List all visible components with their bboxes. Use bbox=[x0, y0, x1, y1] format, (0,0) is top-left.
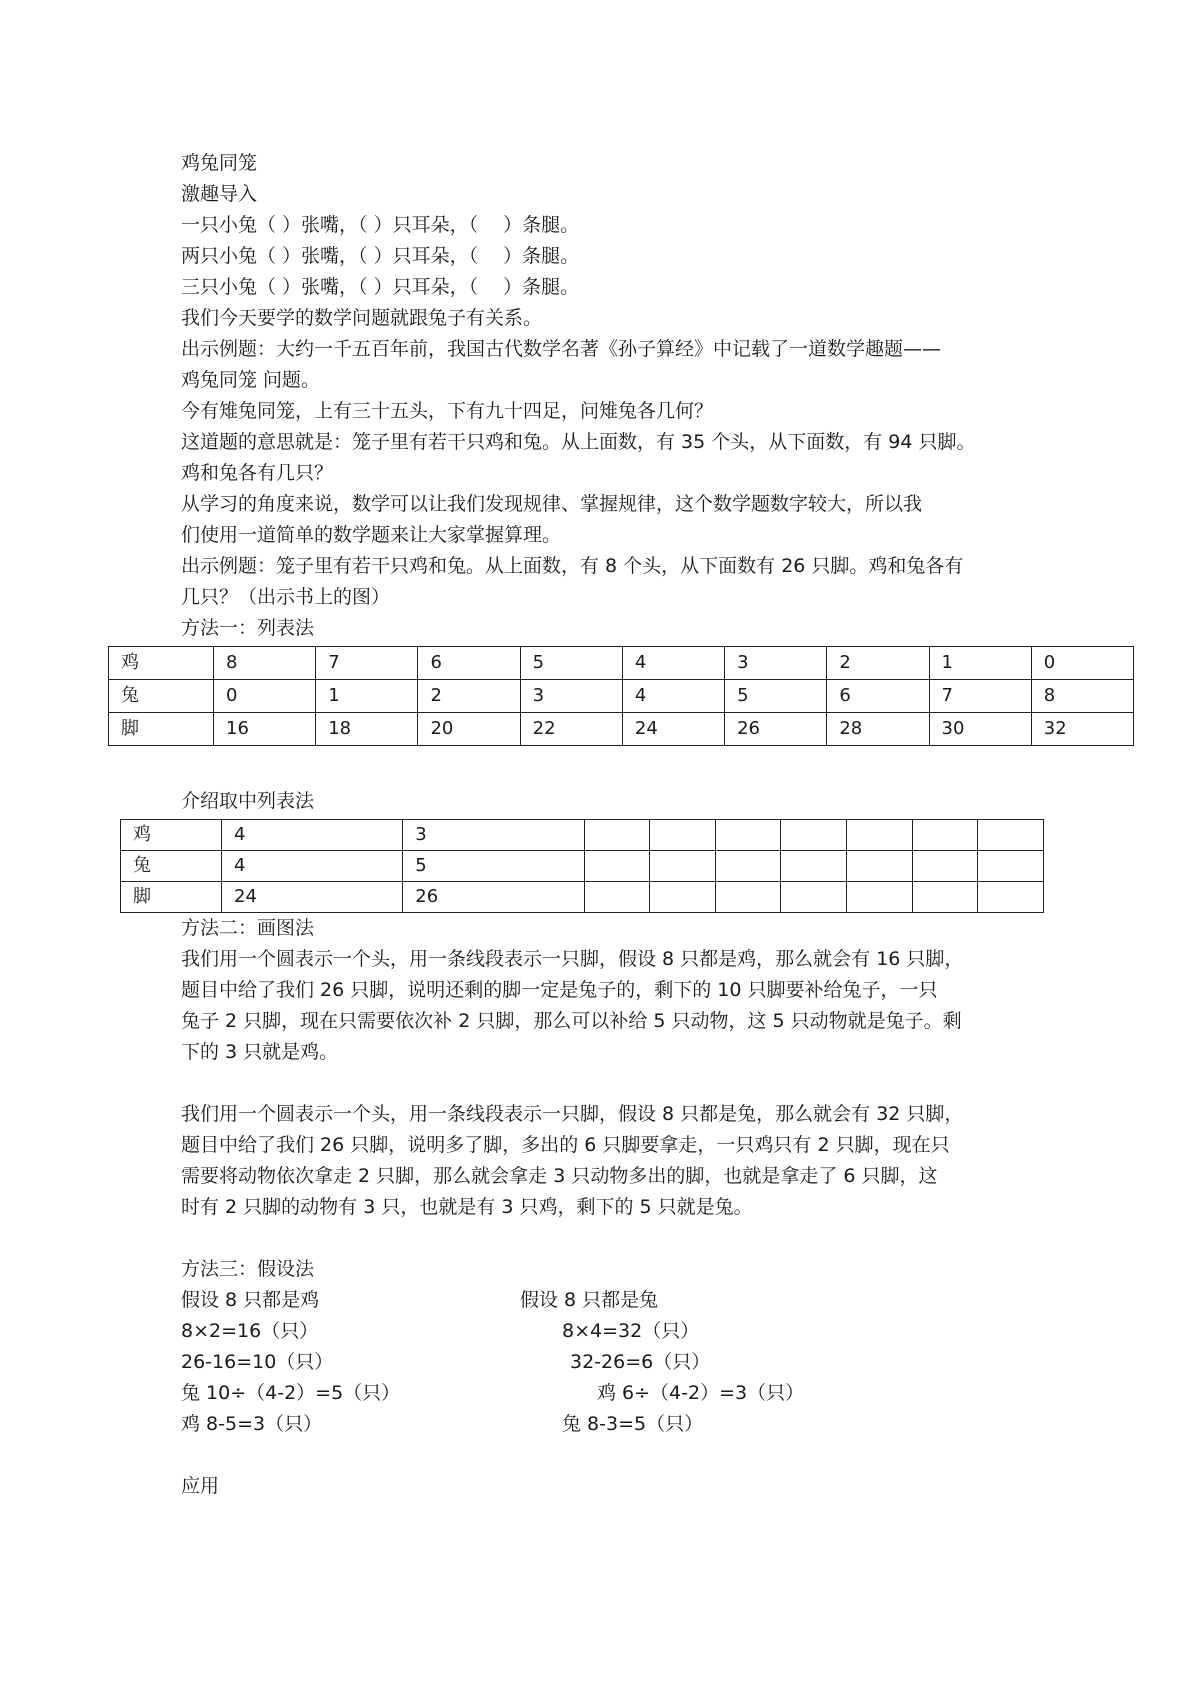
table-cell bbox=[978, 851, 1044, 882]
example-line: 出示例题：大约一千五百年前，我国古代数学名著《孙子算经》中记载了一道数学趣题—— bbox=[181, 338, 942, 360]
table-cell bbox=[912, 882, 978, 913]
table-cell bbox=[912, 820, 978, 851]
table-cell bbox=[715, 851, 781, 882]
example-line: 出示例题：笼子里有若干只鸡和兔。从上面数，有 8 个头，从下面数有 26 只脚。鸡和兔各有 bbox=[181, 555, 964, 577]
table-cell: 24 bbox=[222, 882, 403, 913]
table-cell: 8 bbox=[1031, 680, 1133, 713]
document-title: 鸡兔同笼 bbox=[181, 152, 258, 174]
example-line: 几只？（出示书上的图） bbox=[181, 586, 391, 608]
table-cell bbox=[781, 851, 847, 882]
method1-heading: 方法一：列表法 bbox=[181, 617, 315, 639]
table-cell: 1 bbox=[929, 647, 1031, 680]
table-cell: 22 bbox=[520, 713, 622, 746]
table-cell bbox=[847, 851, 913, 882]
table-cell: 5 bbox=[725, 680, 827, 713]
intro-line: 两只小兔（ ）张嘴，（ ）只耳朵，（ ）条腿。 bbox=[181, 245, 580, 267]
method3-heading: 方法三：假设法 bbox=[181, 1258, 315, 1280]
table-cell bbox=[584, 882, 650, 913]
table-cell: 4 bbox=[222, 820, 403, 851]
table-row bbox=[109, 713, 1134, 746]
method1b-heading: 介绍取中列表法 bbox=[181, 790, 315, 812]
assumption-right-line: 兔 8-3=5（只） bbox=[562, 1413, 704, 1435]
paragraph-line: 我们用一个圆表示一个头，用一条线段表示一只脚，假设 8 只都是鸡，那么就会有 16 只脚， bbox=[181, 948, 964, 970]
table-row bbox=[121, 851, 1044, 882]
table-row bbox=[121, 820, 1044, 851]
assumption-left-line: 26-16=10（只） bbox=[181, 1351, 334, 1373]
table-cell: 4 bbox=[622, 680, 724, 713]
example-line: 鸡和兔各有几只？ bbox=[181, 462, 334, 484]
table-cell bbox=[978, 882, 1044, 913]
table-cell: 6 bbox=[418, 647, 520, 680]
table-cell: 2 bbox=[827, 647, 929, 680]
paragraph-line: 题目中给了我们 26 只脚，说明多了脚，多出的 6 只脚要拿走，一只鸡只有 2 只脚，现在只 bbox=[181, 1134, 950, 1156]
table-cell bbox=[650, 882, 716, 913]
table-cell: 3 bbox=[725, 647, 827, 680]
table-cell bbox=[650, 851, 716, 882]
table-cell: 0 bbox=[1031, 647, 1133, 680]
table-cell: 7 bbox=[316, 647, 418, 680]
table-cell bbox=[781, 882, 847, 913]
table-cell bbox=[715, 882, 781, 913]
intro-line: 一只小兔（ ）张嘴，（ ）只耳朵，（ ）条腿。 bbox=[181, 214, 580, 236]
table-cell: 28 bbox=[827, 713, 929, 746]
table-cell bbox=[978, 820, 1044, 851]
table-cell: 24 bbox=[622, 713, 724, 746]
assumption-right-line: 32-26=6（只） bbox=[570, 1351, 711, 1373]
closing-heading: 应用 bbox=[181, 1475, 220, 1497]
table-cell: 20 bbox=[418, 713, 520, 746]
table-cell: 鸡 bbox=[109, 647, 214, 680]
table-cell: 26 bbox=[403, 882, 584, 913]
table-cell: 6 bbox=[827, 680, 929, 713]
assumption-left-line: 假设 8 只都是鸡 bbox=[181, 1289, 320, 1311]
table-cell: 脚 bbox=[109, 713, 214, 746]
table-cell bbox=[781, 820, 847, 851]
list-table bbox=[108, 646, 1134, 746]
table-cell: 32 bbox=[1031, 713, 1133, 746]
table-cell bbox=[584, 820, 650, 851]
table-cell: 兔 bbox=[121, 851, 222, 882]
table-cell: 4 bbox=[222, 851, 403, 882]
assumption-right-line: 鸡 6÷（4-2）=3（只） bbox=[597, 1382, 805, 1404]
assumption-right-line: 假设 8 只都是兔 bbox=[520, 1289, 659, 1311]
table-cell: 4 bbox=[622, 647, 724, 680]
table-cell bbox=[584, 851, 650, 882]
method2-heading: 方法二：画图法 bbox=[181, 917, 315, 939]
midpoint-table bbox=[120, 819, 1044, 913]
assumption-left-line: 鸡 8-5=3（只） bbox=[181, 1413, 323, 1435]
table-cell: 5 bbox=[403, 851, 584, 882]
paragraph-line: 题目中给了我们 26 只脚，说明还剩的脚一定是兔子的，剩下的 10 只脚要补给兔子，一只 bbox=[181, 979, 938, 1001]
intro-heading: 激趣导入 bbox=[181, 183, 258, 205]
table-cell: 0 bbox=[214, 680, 316, 713]
paragraph-line: 需要将动物依次拿走 2 只脚，那么就会拿走 3 只动物多出的脚，也就是拿走了 6 只脚，这 bbox=[181, 1165, 938, 1187]
table-cell: 兔 bbox=[109, 680, 214, 713]
table-cell bbox=[715, 820, 781, 851]
assumption-left-line: 兔 10÷（4-2）=5（只） bbox=[181, 1382, 401, 1404]
table-cell bbox=[912, 851, 978, 882]
table-cell bbox=[847, 820, 913, 851]
table-row bbox=[109, 680, 1134, 713]
table-cell: 鸡 bbox=[121, 820, 222, 851]
table-cell bbox=[847, 882, 913, 913]
table-cell: 脚 bbox=[121, 882, 222, 913]
table-cell: 7 bbox=[929, 680, 1031, 713]
table-cell: 3 bbox=[520, 680, 622, 713]
intro-line: 三只小兔（ ）张嘴，（ ）只耳朵，（ ）条腿。 bbox=[181, 276, 580, 298]
example-line: 们使用一道简单的数学题来让大家掌握算理。 bbox=[181, 524, 562, 546]
table-cell: 2 bbox=[418, 680, 520, 713]
table-row bbox=[109, 647, 1134, 680]
table-cell: 16 bbox=[214, 713, 316, 746]
assumption-left-line: 8×2=16（只） bbox=[181, 1320, 319, 1342]
example-line: 这道题的意思就是：笼子里有若干只鸡和兔。从上面数，有 35 个头，从下面数，有 94 只脚。 bbox=[181, 431, 976, 453]
table-cell: 8 bbox=[214, 647, 316, 680]
table-cell: 18 bbox=[316, 713, 418, 746]
paragraph-line: 兔子 2 只脚，现在只需要依次补 2 只脚，那么可以补给 5 只动物，这 5 只动物就是兔子。剩 bbox=[181, 1010, 962, 1032]
table-cell: 30 bbox=[929, 713, 1031, 746]
table-row bbox=[121, 882, 1044, 913]
assumption-right-line: 8×4=32（只） bbox=[562, 1320, 700, 1342]
table-cell: 5 bbox=[520, 647, 622, 680]
intro-line: 我们今天要学的数学问题就跟兔子有关系。 bbox=[181, 307, 543, 329]
example-line: 鸡兔同笼 问题。 bbox=[181, 369, 321, 391]
table-cell: 26 bbox=[725, 713, 827, 746]
paragraph-line: 下的 3 只就是鸡。 bbox=[181, 1041, 339, 1063]
paragraph-line: 时有 2 只脚的动物有 3 只，也就是有 3 只鸡，剩下的 5 只就是兔。 bbox=[181, 1196, 753, 1218]
example-line: 今有雉兔同笼，上有三十五头，下有九十四足，问雉兔各几何？ bbox=[181, 400, 714, 422]
table-cell: 1 bbox=[316, 680, 418, 713]
table-cell bbox=[650, 820, 716, 851]
table-cell: 3 bbox=[403, 820, 584, 851]
example-line: 从学习的角度来说，数学可以让我们发现规律、掌握规律，这个数学题数字较大，所以我 bbox=[181, 493, 923, 515]
paragraph-line: 我们用一个圆表示一个头，用一条线段表示一只脚，假设 8 只都是兔，那么就会有 32 只脚， bbox=[181, 1103, 964, 1125]
